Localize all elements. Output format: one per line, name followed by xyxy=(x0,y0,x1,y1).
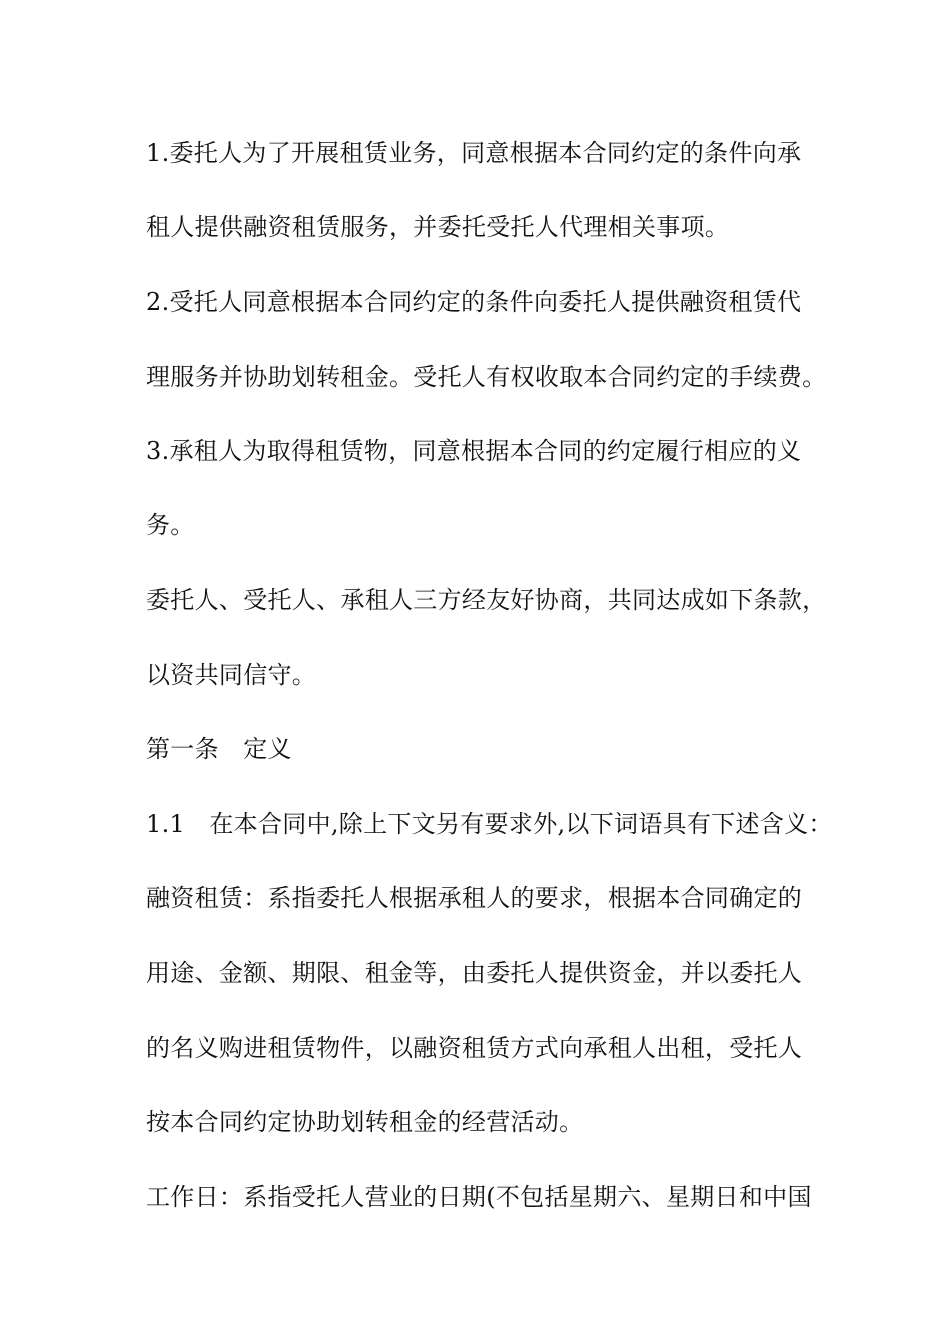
text-line: 2.受托人同意根据本合同约定的条件向委托人提供融资租赁代 xyxy=(146,288,802,316)
text-line: 融资租赁：系指委托人根据承租人的要求，根据本合同确定的 xyxy=(146,884,803,912)
text-line: 3.承租人为取得租赁物，同意根据本合同的约定履行相应的义 xyxy=(146,437,802,465)
text-line: 委托人、受托人、承租人三方经友好协商，共同达成如下条款， xyxy=(146,586,827,614)
text-line: 1.委托人为了开展租赁业务，同意根据本合同约定的条件向承 xyxy=(146,139,802,167)
text-line: 租人提供融资租赁服务，并委托受托人代理相关事项。 xyxy=(146,213,730,241)
section-heading: 第一条 定义 xyxy=(146,735,292,763)
text-line: 1.1 在本合同中,除上下文另有要求外,以下词语具有下述含义： xyxy=(146,810,833,838)
text-line: 用途、金额、期限、租金等，由委托人提供资金，并以委托人 xyxy=(146,959,803,987)
text-line: 务。 xyxy=(146,511,195,539)
text-line: 理服务并协助划转租金。受托人有权收取本合同约定的手续费。 xyxy=(146,363,827,391)
text-line: 工作日：系指受托人营业的日期(不包括星期六、星期日和中国 xyxy=(146,1183,812,1211)
text-line: 按本合同约定协助划转租金的经营活动。 xyxy=(146,1108,584,1136)
text-line: 的名义购进租赁物件，以融资租赁方式向承租人出租，受托人 xyxy=(146,1034,803,1062)
text-line: 以资共同信守。 xyxy=(146,661,317,689)
